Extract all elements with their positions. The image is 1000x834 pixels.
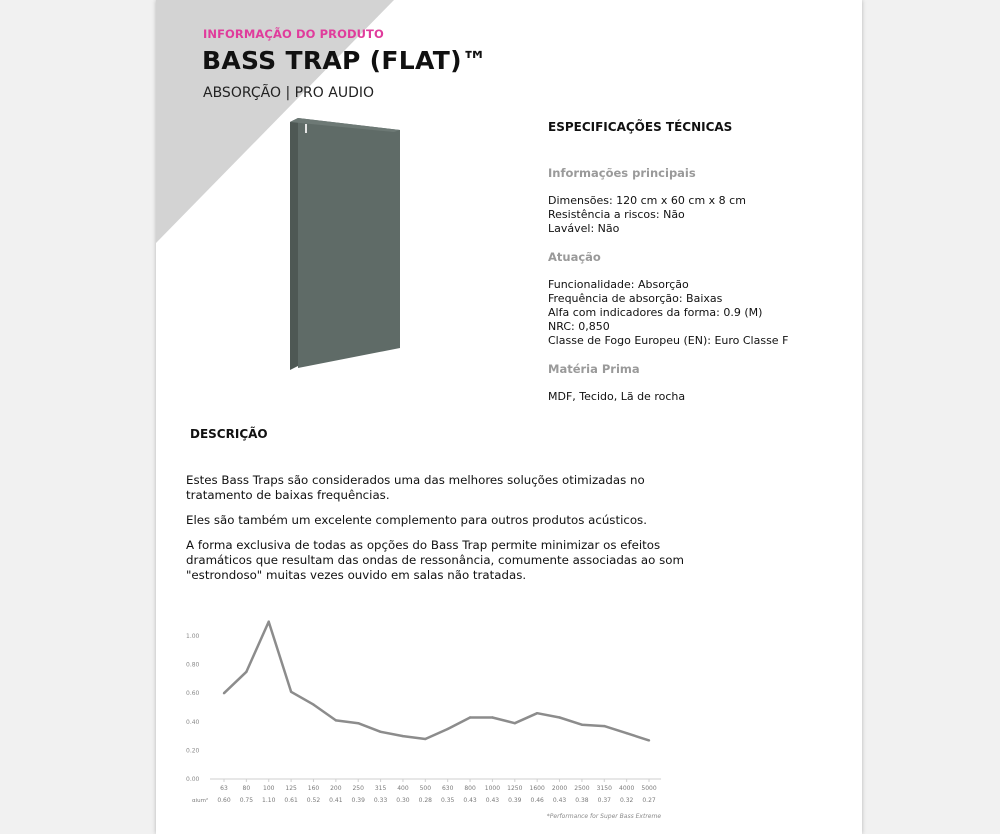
value-label: 0.28 xyxy=(418,797,433,804)
value-label: 0.32 xyxy=(619,797,634,804)
value-label: 0.30 xyxy=(396,797,410,804)
bass-trap-panel-image xyxy=(290,116,402,372)
description-title: DESCRIÇÃO xyxy=(190,427,268,441)
value-label: 0.39 xyxy=(508,797,522,804)
section-eyebrow: INFORMAÇÃO DO PRODUTO xyxy=(203,27,384,41)
spec-nrc: NRC: 0,850 xyxy=(548,320,610,333)
spec-scratch-resistance: Resistência a riscos: Não xyxy=(548,208,685,221)
value-label: 0.37 xyxy=(597,797,611,804)
value-label: 0.41 xyxy=(329,797,343,804)
data-point xyxy=(625,732,627,734)
data-point xyxy=(648,739,650,741)
x-tick-label: 250 xyxy=(352,785,364,792)
value-label: 0.61 xyxy=(284,797,298,804)
data-point xyxy=(290,691,292,693)
y-tick-label: 0.20 xyxy=(186,747,200,755)
data-point xyxy=(491,716,493,718)
value-label: 0.46 xyxy=(530,797,544,804)
spec-group-title: Matéria Prima xyxy=(548,362,640,376)
data-point xyxy=(514,722,516,724)
spec-group-materials xyxy=(548,362,848,404)
x-tick-label: 315 xyxy=(374,785,387,792)
data-point xyxy=(603,725,605,727)
y-tick-label: 0.60 xyxy=(186,690,200,698)
data-point xyxy=(245,671,247,673)
data-point xyxy=(581,723,583,725)
spec-group-title: Atuação xyxy=(548,250,601,264)
y-tick-label: 0.40 xyxy=(186,718,200,726)
data-point xyxy=(536,712,538,714)
x-tick-label: 160 xyxy=(307,785,320,792)
row-label: αium² xyxy=(192,798,209,804)
value-label: 0.43 xyxy=(485,797,500,804)
spec-fire-class: Classe de Fogo Europeu (EN): Euro Classe F xyxy=(548,334,789,347)
data-point xyxy=(558,716,560,718)
value-label: 0.38 xyxy=(575,797,589,804)
value-label: 0.27 xyxy=(642,797,656,804)
data-point xyxy=(402,735,404,737)
data-point xyxy=(379,731,381,733)
value-label: 1.10 xyxy=(262,797,276,804)
spec-materials: MDF, Tecido, Lã de rocha xyxy=(548,390,686,403)
y-tick-label: 0.00 xyxy=(186,776,200,783)
x-tick-label: 100 xyxy=(263,785,275,792)
x-tick-label: 5000 xyxy=(641,785,657,792)
x-tick-label: 400 xyxy=(397,785,409,792)
description-paragraph: A forma exclusiva de todas as opções do Bass Trap permite minimizar os efeitos dramáticos que resultam das ondas de ressonância, comumente associadas ao som "estrondoso" muitas vezes ouvido em salas não tratadas. xyxy=(186,538,684,582)
description-paragraph: Estes Bass Traps são considerados uma das melhores soluções otimizadas no tratamento de baixas frequências. xyxy=(186,473,645,502)
x-tick-label: 80 xyxy=(242,785,251,792)
product-subtitle: ABSORÇÃO | PRO AUDIO xyxy=(203,85,375,101)
value-label: 0.33 xyxy=(373,797,388,804)
description-body xyxy=(186,473,686,593)
data-point xyxy=(312,703,314,705)
product-sheet-page xyxy=(156,0,862,834)
x-tick-label: 125 xyxy=(285,785,297,792)
value-label: 0.39 xyxy=(351,797,365,804)
spec-functionality: Funcionalidade: Absorção xyxy=(548,278,689,291)
spec-group-performance xyxy=(548,250,848,348)
value-label: 0.75 xyxy=(239,797,254,804)
data-point xyxy=(268,621,270,623)
technical-specifications xyxy=(548,120,848,418)
x-tick-label: 630 xyxy=(441,785,454,792)
x-tick-label: 1600 xyxy=(529,785,545,792)
spec-absorption-frequency: Frequência de absorção: Baixas xyxy=(548,292,723,305)
spec-dimensions: Dimensões: 120 cm x 60 cm x 8 cm xyxy=(548,194,746,207)
data-point xyxy=(447,728,449,730)
description-paragraph: Eles são também um excelente complemento para outros produtos acústicos. xyxy=(186,513,647,527)
value-label: 0.43 xyxy=(463,797,477,804)
value-label: 0.35 xyxy=(441,797,455,804)
x-tick-label: 800 xyxy=(464,785,476,792)
data-point xyxy=(335,719,337,721)
value-label: 0.43 xyxy=(552,797,567,804)
spec-group-main xyxy=(548,166,848,236)
value-label: 0.52 xyxy=(306,797,321,804)
x-tick-label: 200 xyxy=(330,785,342,792)
spec-group-title: Informações principais xyxy=(548,166,696,180)
spec-alpha: Alfa com indicadores da forma: 0.9 (M) xyxy=(548,306,763,319)
specs-title: ESPECIFICAÇÕES TÉCNICAS xyxy=(548,120,733,134)
spec-washable: Lavável: Não xyxy=(548,222,620,235)
x-tick-label: 63 xyxy=(220,785,228,792)
data-point xyxy=(223,692,225,694)
x-tick-label: 4000 xyxy=(619,785,635,792)
x-tick-label: 2500 xyxy=(574,785,590,792)
absorption-chart xyxy=(186,612,706,826)
data-point xyxy=(357,722,359,724)
data-point xyxy=(424,738,426,740)
product-title: BASS TRAP (FLAT)™ xyxy=(202,46,488,75)
x-tick-label: 500 xyxy=(419,785,432,792)
x-tick-label: 2000 xyxy=(551,785,568,792)
x-tick-label: 3150 xyxy=(596,785,612,792)
absorption-series-line xyxy=(224,622,649,741)
chart-footnote: *Performance for Super Bass Extreme xyxy=(546,813,662,820)
y-tick-label: 1.00 xyxy=(186,633,200,640)
value-label: 0.60 xyxy=(217,797,231,804)
x-tick-label: 1000 xyxy=(484,785,501,792)
data-point xyxy=(469,716,471,718)
x-tick-label: 1250 xyxy=(507,785,523,792)
y-tick-label: 0.80 xyxy=(186,661,200,669)
